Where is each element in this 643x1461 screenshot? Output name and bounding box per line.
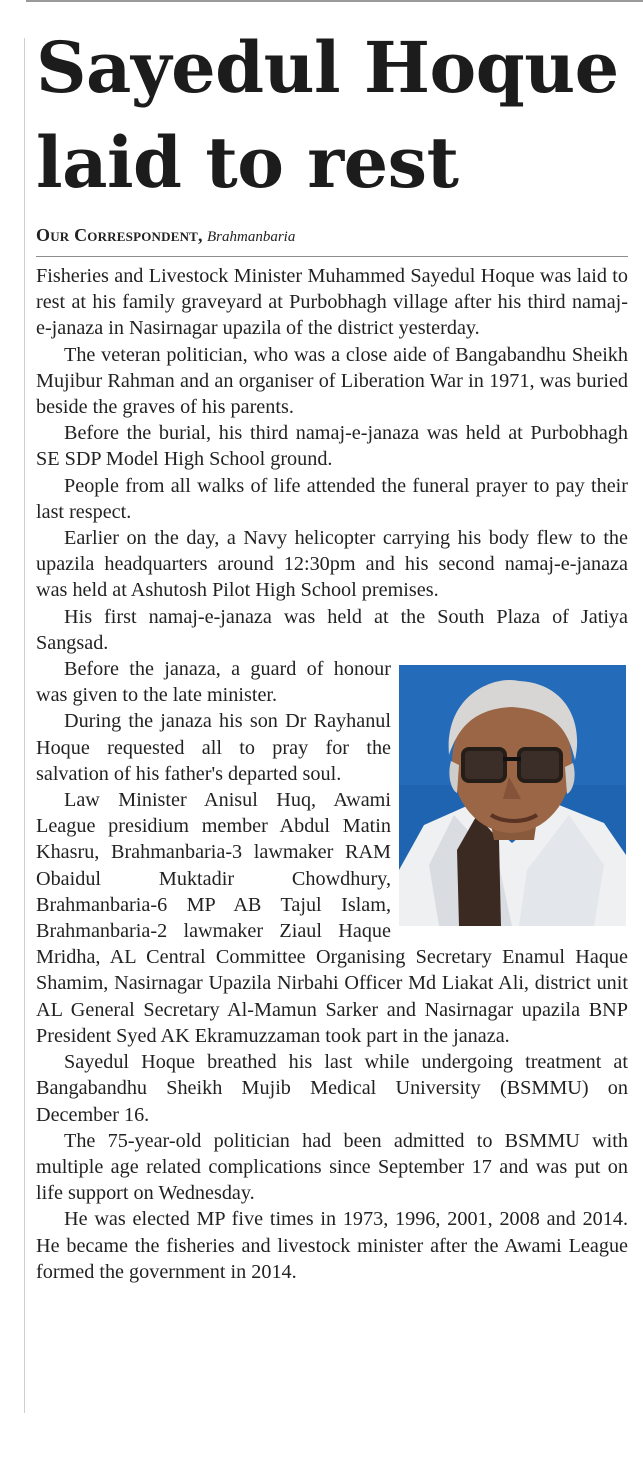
headline-line-1: Sayedul Hoque (36, 26, 619, 109)
headline-line-2: laid to rest (36, 121, 459, 204)
paragraph: Law Minister Anisul Huq, Awami League presidium member Abdul Matin Khasru, Brahmanbaria-3 lawmaker RAM Obaidul Muktadir Chowdhury, Brahmanbaria-6 MP AB Tajul Islam, Brahmanbaria-2 lawmaker Ziaul Haque Mridha, AL Central Committee Organising Secretary Enamul Haque Shamim, Nasirnagar Upazila Nirbahi Officer Md Liakat Ali, district unit AL General Secretary Al-Mamun Sarker and Nasirnagar upazila BNP President Syed AK Ekramuzzaman took part in the janaza. (36, 789, 628, 1047)
paragraph: His first namaj-e-janaza was held at the South Plaza of Jatiya Sangsad. (36, 605, 628, 654)
paragraph: Earlier on the day, a Navy helicopter carrying his body flew to the upazila headquarters around 12:30pm and his second namaj-e-janaza was held at Ashutosh Pilot High School premises. (36, 527, 628, 602)
paragraph: During the janaza his son Dr Rayhanul Hoque requested all to pray for the salvation of his father's departed soul. (36, 710, 391, 785)
byline-author: Our Correspondent, (36, 225, 203, 245)
paragraph: He was elected MP five times in 1973, 1996, 2001, 2008 and 2014. He became the fisheries and livestock minister after the Awami League formed the government in 2014. (36, 1208, 628, 1283)
paragraph: The veteran politician, who was a close aide of Bangabandhu Sheikh Mujibur Rahman and an organiser of Liberation War in 1971, was buried beside the graves of his parents. (36, 343, 628, 419)
paragraph: The 75-year-old politician had been admitted to BSMMU with multiple age related complications since September 17 and was put on life support on Wednesday. (36, 1129, 628, 1205)
news-article (36, 20, 628, 1285)
paragraph: Sayedul Hoque breathed his last while undergoing treatment at Bangabandhu Sheikh Mujib Medical University (BSMMU) on December 16. (36, 1051, 628, 1126)
byline-divider (36, 256, 628, 257)
article-body (36, 263, 628, 1285)
paragraph: Before the janaza, a guard of honour was given to the late minister. (36, 658, 391, 707)
paragraph: People from all walks of life attended the funeral prayer to pay their last respect. (36, 474, 628, 523)
byline (36, 224, 628, 248)
paragraph: Before the burial, his third namaj-e-janaza was held at Purbobhagh SE SDP Model High School ground. (36, 422, 628, 471)
top-rule (26, 0, 643, 2)
paragraph: Fisheries and Livestock Minister Muhammed Sayedul Hoque was laid to rest at his family graveyard at Purbobhagh village after his third namaj-e-janaza in Nasirnagar upazila of the district yesterday. (36, 265, 628, 340)
byline-location: Brahmanbaria (206, 229, 296, 245)
headline (36, 20, 628, 210)
portrait-photo-icon (399, 665, 626, 926)
column-rule (24, 38, 25, 1413)
